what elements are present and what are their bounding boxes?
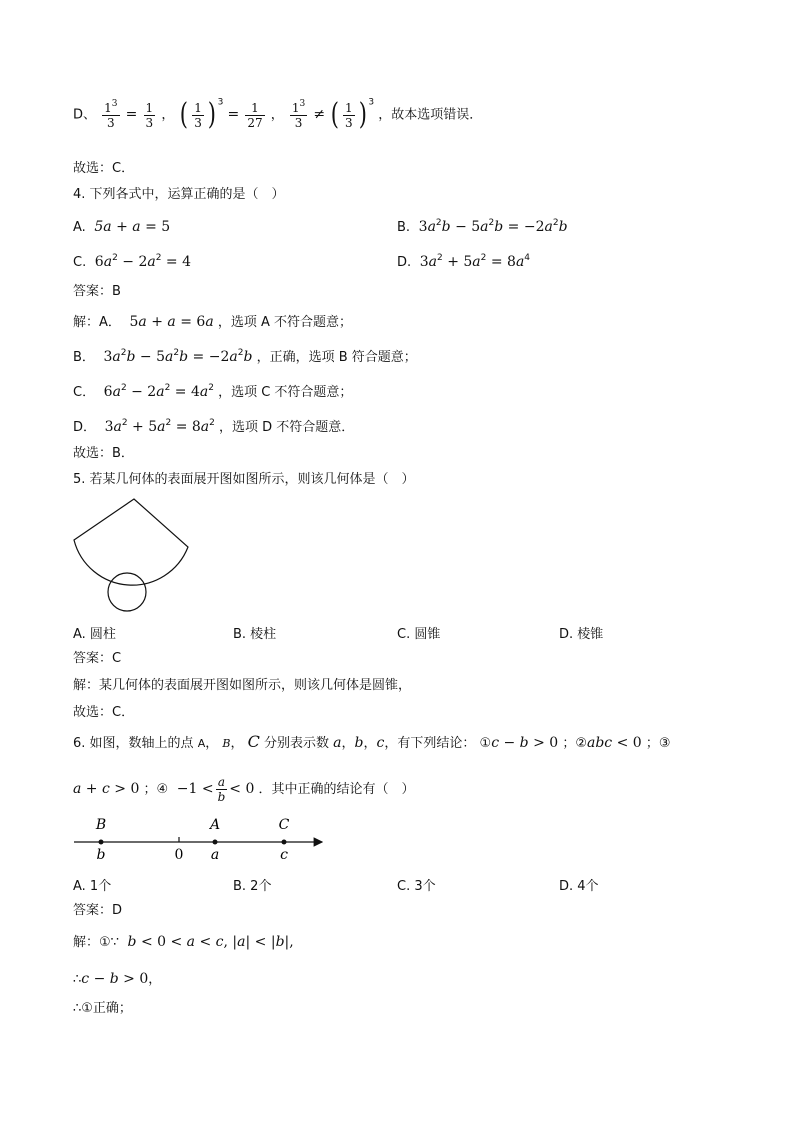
q4-solution-a: 解：A． 5a + a = 6a ，选项 A 不符合题意；: [73, 314, 352, 330]
q4-solution-c: C． $6a^2 - 2a^2 = 4a^2$ ，选项 C 不符合题意；: [73, 383, 353, 400]
q5-option-a: A. 圆柱: [73, 627, 116, 642]
q6-option-c: C. 3个: [397, 879, 436, 894]
q4-option-c: C. $6a^2 - 2a^2 = 4$: [73, 253, 191, 270]
q6-answer: 答案：D: [73, 903, 123, 918]
number-line-figure: [70, 814, 330, 866]
fraction-1-cubed-over-3: $\frac{1^3}{3}$: [104, 98, 118, 130]
q6-option-d: D. 4个: [559, 879, 599, 894]
q4-solution-d: D． $3a^2 + 5a^2 = 8a^2$ ，选项 D 不符合题意．: [73, 418, 355, 435]
q4-option-a: A. 5a + a = 5: [73, 219, 171, 235]
q3-option-d-line: D、 $\frac{1^3}{3}$ = $\frac{1}{3}$ ， ( $\frac{1}{3}$ ) $^3$ = $\frac{1}{27}$ ， $\frac{1^3}{3}$ ≠ ( $\frac{1}{3}$ ) $^3$ ，故本选项错误．: [73, 97, 483, 132]
label-point-b: B: [95, 817, 107, 833]
q3-answer-line: 故选：C．: [73, 161, 135, 176]
label-zero: 0: [174, 847, 184, 863]
q3-d-prefix: D、: [73, 107, 97, 123]
fraction-1-over-3: $\frac{1}{3}$: [145, 100, 154, 130]
q4-option-d: D. $3a^2 + 5a^2 = 8a^4$: [397, 253, 531, 270]
q6-option-a: A. 1个: [73, 879, 112, 894]
q6-solution-line2: ∴c − b > 0，: [73, 971, 162, 987]
q5-option-d: D. 棱锥: [559, 627, 604, 642]
q3-d-suffix: ，故本选项错误．: [378, 107, 483, 123]
q4-final: 故选：B．: [73, 446, 134, 461]
cone-net-figure: [70, 495, 195, 613]
point-b: [99, 840, 104, 845]
q5-question: 5. 若某几何体的表面展开图如图所示，则该几何体是（ ）: [73, 472, 415, 487]
point-c: [282, 840, 287, 845]
fraction-1-over-27: $\frac{1}{27}$: [247, 100, 263, 130]
q4-option-b: B. $3a^2b - 5a^2b = -2a^2b$: [397, 218, 568, 235]
label-value-c: c: [280, 847, 288, 863]
q6-solution-line3: ∴①正确；: [73, 1001, 132, 1016]
fraction-a-over-b: $\frac{a}{b}$: [217, 775, 226, 804]
q5-answer: 答案：C: [73, 651, 122, 666]
q5-option-b: B. 棱柱: [233, 627, 277, 642]
label-value-b: b: [96, 847, 106, 863]
q4-solution-b: B． $3a^2b - 5a^2b = -2a^2b$ ，正确，选项 B 符合题意；: [73, 348, 417, 365]
base-circle: [108, 573, 146, 611]
q6-question-line1: 6. 如图，数轴上的点 A， B， C 分别表示数 a，b，c，有下列结论： ①c − b > 0 ；②abc < 0 ；③: [73, 732, 671, 751]
label-point-c: C: [278, 817, 290, 833]
q6-question-line2: a + c > 0 ；④ −1 < $\frac{a}{b}$ < 0 ．其中正确的结论有（ ）: [73, 775, 415, 804]
q4-question: 4. 下列各式中，运算正确的是（ ）: [73, 187, 285, 202]
q6-solution-line1: 解：①∵ b < 0 < a < c, |a| < |b|,: [73, 934, 294, 950]
q4-answer: 答案：B: [73, 284, 121, 299]
q5-final: 故选：C．: [73, 705, 135, 720]
q5-solution: 解：某几何体的表面展开图如图所示，则该几何体是圆锥，: [73, 678, 412, 693]
point-a: [213, 840, 218, 845]
sector-shape: [74, 499, 188, 585]
label-point-a: A: [209, 817, 221, 833]
q5-option-c: C. 圆锥: [397, 627, 441, 642]
label-value-a: a: [210, 847, 220, 863]
q6-option-b: B. 2个: [233, 879, 272, 894]
